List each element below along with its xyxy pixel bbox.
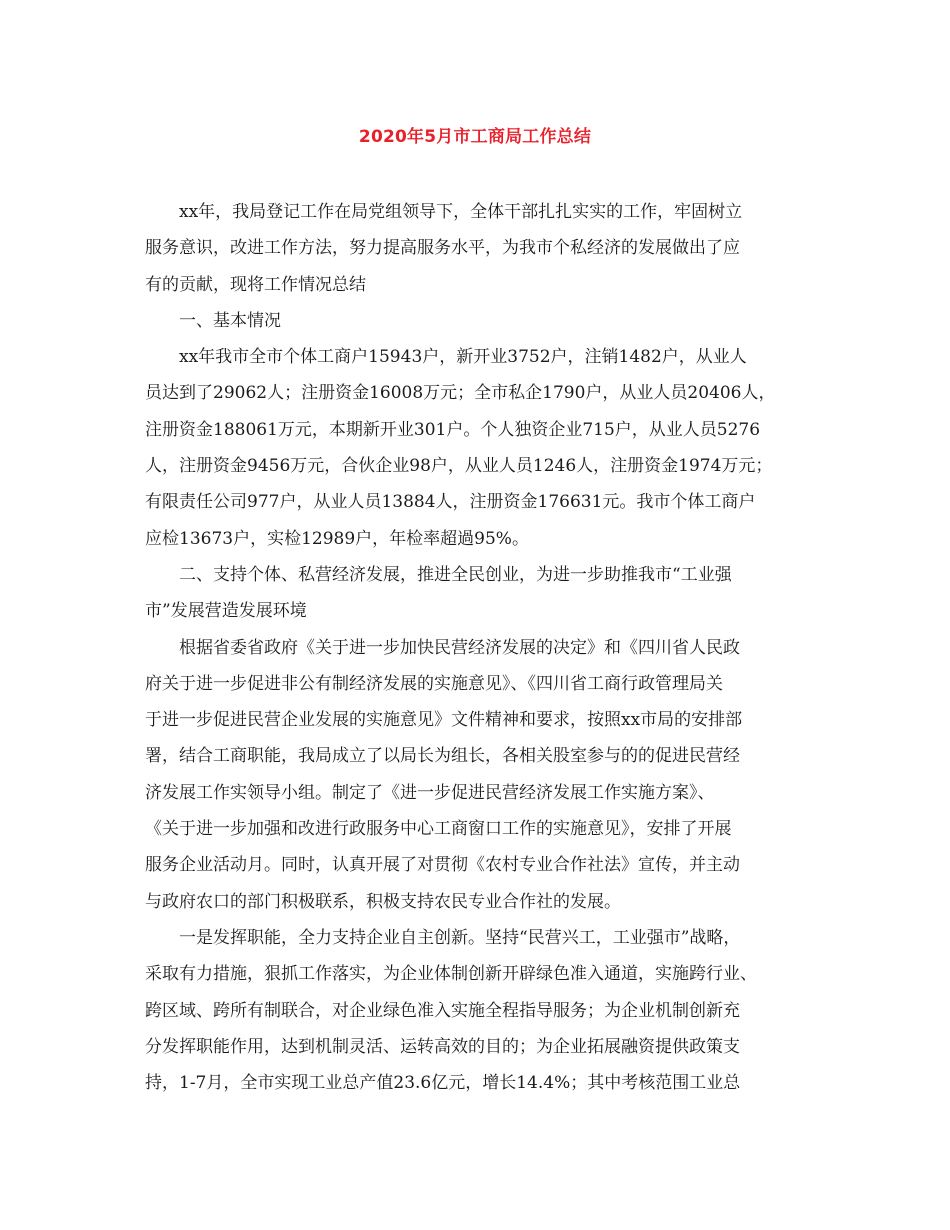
text-line: 一是发挥职能，全力支持企业自主创新。坚持“民营兴工，工业强市”战略， — [179, 927, 741, 948]
text-line: 府关于进一步促进非公有制经济发展的实施意见》、《四川省工商行政管理局关 — [145, 673, 723, 694]
text-line: 署，结合工商职能，我局成立了以局长为组长，各相关股室参与的的促进民营经 — [145, 746, 740, 767]
text-line: 有限责任公司977户，从业人员13884人，注册资金176631元。我市个体工商户 — [145, 492, 756, 513]
text-line: 根据省委省政府《关于进一步加快民营经济发展的决定》和《四川省人民政 — [179, 637, 740, 658]
text-line: 员达到了29062人；注册资金16008万元；全市私企1790户，从业人员20406人， — [145, 383, 776, 404]
text-line: 人，注册资金9456万元，合伙企业98户，从业人员1246人，注册资金1974万元； — [145, 456, 773, 477]
text-line: 与政府农口的部门积极联系，积极支持农民专业合作社的发展。 — [145, 891, 621, 912]
text-line: 持，1-7月，全市实现工业总产值23.6亿元，增长14.4%；其中考核范围工业总 — [145, 1073, 741, 1094]
text-line: 注册资金188061万元，本期新开业301户。个人独资企业715户，从业人员5276 — [145, 419, 761, 440]
text-line: 二、支持个体、私营经济发展，推进全民创业，为进一步助推我市“工业强 — [179, 564, 732, 585]
text-line: 应检13673户，实检12989户，年检率超過95%。 — [145, 528, 529, 549]
text-line: 服务意识，改进工作方法，努力提高服务水平，为我市个私经济的发展做出了应 — [145, 238, 740, 259]
text-line: xx年，我局登记工作在局党组领导下，全体干部扎扎实实的工作，牢固树立 — [179, 202, 743, 222]
text-line: 分发挥职能作用，达到机制灵活、运转高效的目的；为企业拓展融资提供政策支 — [145, 1036, 740, 1057]
text-line: 采取有力措施，狠抓工作落实，为企业体制创新开辟绿色准入通道，实施跨行业、 — [145, 964, 757, 985]
text-line: 服务企业活动月。同时，认真开展了对贯彻《农村专业合作社法》宣传，并主动 — [145, 855, 740, 876]
text-line: 济发展工作实领导小组。制定了《进一步促进民营经济发展工作实施方案》、 — [145, 782, 715, 803]
document-title: 2020年5月市工商局工作总结 — [358, 127, 592, 147]
text-line: 于进一步促进民营企业发展的实施意见》文件精神和要求，按照xx市局的安排部 — [145, 710, 743, 731]
text-line: xx年我市全市个体工商户15943户，新开业3752户，注销1482户，从业人 — [179, 347, 747, 368]
text-line: 有的贡献，现将工作情况总结 — [145, 274, 366, 295]
text-line: 市”发展营造发展环境 — [145, 601, 307, 622]
document-body — [145, 194, 815, 1101]
text-line: 一、基本情况 — [179, 310, 281, 331]
text-line: 《关于进一步加强和改进行政服务中心工商窗口工作的实施意见》，安排了开展 — [145, 819, 732, 840]
text-line: 跨区域、跨所有制联合，对企业绿色准入实施全程指导服务；为企业机制创新充 — [145, 1000, 740, 1021]
